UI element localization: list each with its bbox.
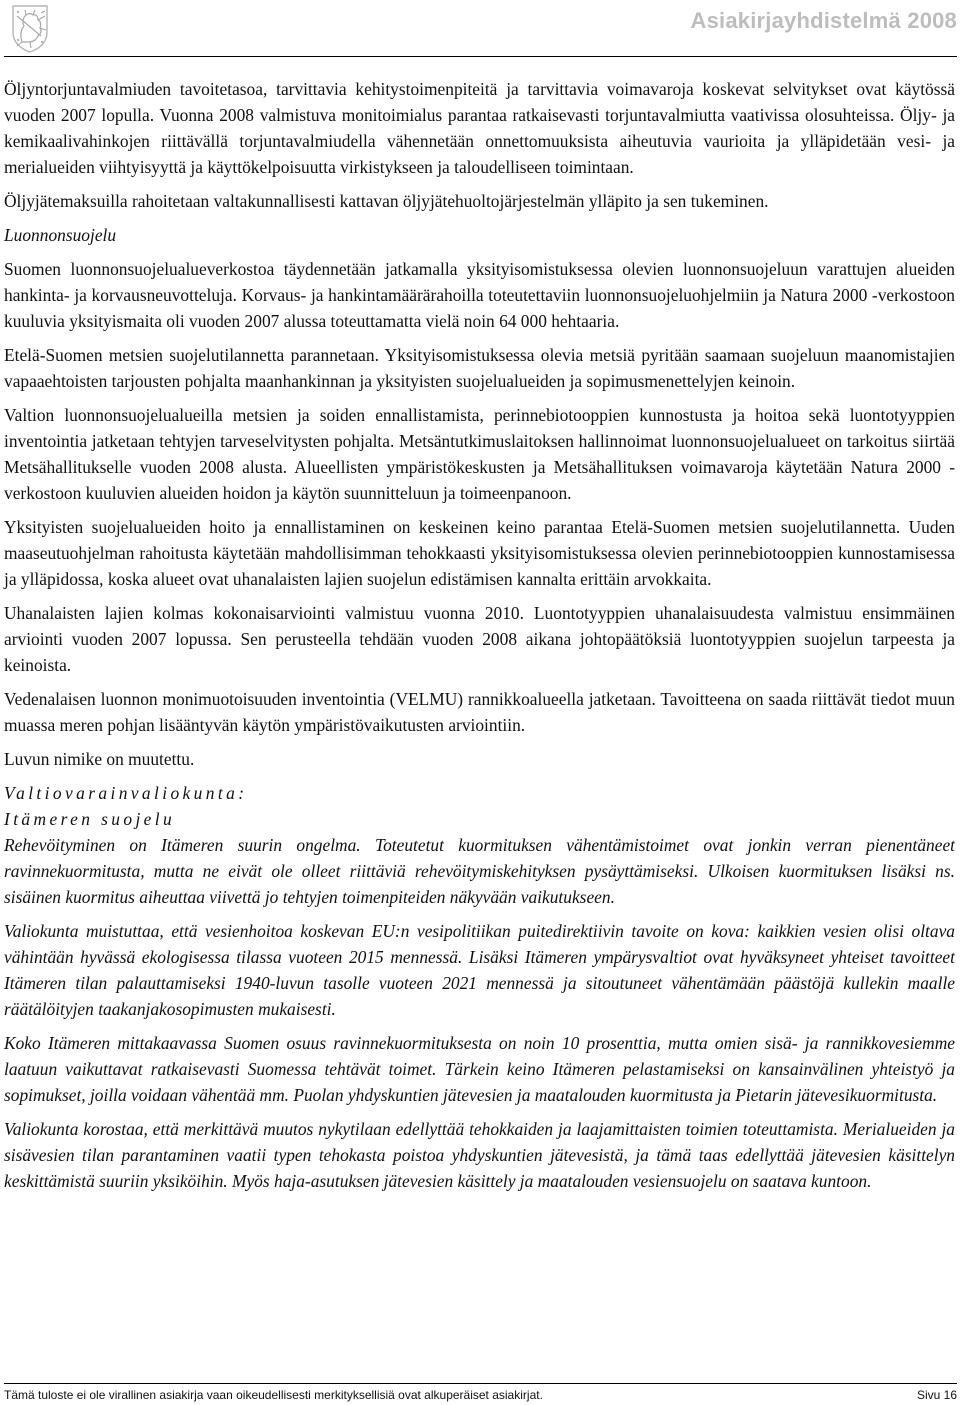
paragraph: Uhanalaisten lajien kolmas kokonaisarviointi valmistuu vuonna 2010. Luontotyyppien uhanalaisuudesta valmistuu ensimmäinen arviointi vuoden 2007 lopussa. Sen perusteella tehdään vuoden 2008 aikana johtopäätöksiä luontotyyppien suojelun tarpeesta ja keinoista. [4, 603, 955, 675]
paragraph: Öljyjätemaksuilla rahoitetaan valtakunnallisesti kattavan öljyjätehuoltojärjestelmän ylläpito ja sen tukeminen. [4, 191, 769, 211]
document-body [4, 76, 955, 1202]
paragraph: Yksityisten suojelualueiden hoito ja ennallistaminen on keskeinen keino parantaa Etelä-Suomen metsien suojelutilannetta. Uuden maaseutuohjelman rahoitusta käytetään mahdollisimman tehokkaasti yksityisomistuksessa olevien perinnebiotooppien kunnostamisessa ja ylläpidossa, koska alueet ovat uhanalaisten lajien suojelun edistämisen kannalta erittäin arvokkaita. [4, 517, 955, 589]
section-heading: Luonnonsuojelu [4, 225, 117, 245]
document-collection-title: Asiakirjayhdistelmä 2008 [690, 8, 957, 33]
page-number: Sivu 16 [916, 1388, 957, 1402]
committee-paragraph: Valiokunta muistuttaa, että vesienhoitoa koskevan EU:n vesipolitiikan puitedirektiivin tavoite on kova: kaikkien vesien olisi oltava vähintään hyvässä ekologisessa tilassa vuoteen 2015 mennessä. Lisäksi Itämeren ympärysvaltiot ovat hyväksyneet yhteiset tavoitteet Itämeren tilan palauttamiseksi 1940-luvun tasolle vuoteen 2021 mennessä ja sitoutuneet vähentämään päästöjä kullekin maalle räätälöityjen taakanjakosopimusten mukaisesti. [4, 921, 955, 1019]
page-footer [4, 1387, 957, 1403]
paragraph: Valtion luonnonsuojelualueilla metsien ja soiden ennallistamista, perinnebiotooppien kunnostusta ja hoitoa sekä luontotyyppien inventointia jatketaan tehtyjen tarveselvitysten pohjalta. Metsäntutkimuslaitoksen hallinnoimat luonnonsuojelualueet on tarkoitus siirtää Metsähallitukselle vuoden 2008 alusta. Alueellisten ympäristökeskusten ja Metsähallituksen voimavaroja käytetään Natura 2000 -verkostoon kuuluvien alueiden hoidon ja käytön suunnitteluun ja toimeenpanoon. [4, 405, 955, 503]
paragraph: Vedenalaisen luonnon monimuotoisuuden inventointia (VELMU) rannikkoalueella jatketaan. Tavoitteena on saada riittävät tiedot muun muassa meren pohjan lisääntyvän käytön ympäristövaikutusten arviointiin. [4, 689, 955, 735]
subsection-heading: Itämeren suojelu [4, 809, 176, 829]
committee-paragraph: Valiokunta korostaa, että merkittävä muutos nykytilaan edellyttää tehokkaiden ja laajamittaisten toimien toteuttamista. Merialueiden ja sisävesien tilan parantaminen vaatii typen tehokasta poistoa yhdyskuntien jätevesistä, ja tämä taas edellyttää jätevesien käsittelyn keskittämistä suuriin yksiköihin. Myös haja-asutuksen jätevesien käsittely ja maatalouden vesiensuojelu on saatava kuntoon. [4, 1119, 955, 1191]
footer-divider [4, 1383, 957, 1384]
footer-disclaimer: Tämä tuloste ei ole virallinen asiakirja vaan oikeudellisesti merkityksellisiä ovat alkuperäiset asiakirjat. [4, 1388, 543, 1402]
paragraph: Öljyntorjuntavalmiuden tavoitetasoa, tarvittavia kehitystoimenpiteitä ja tarvittavia voimavaroja koskevat selvitykset ovat käytössä vuoden 2007 lopulla. Vuonna 2008 valmistuva monitoimialus parantaa ratkaisevasti torjuntavalmiutta vaativissa olosuhteissa. Öljy- ja kemikaalivahinkojen riittävällä torjuntavalmiudella vähennetään onnettomuuksista aiheutuvia vaurioita ja ylläpidetään vesi- ja merialueiden viihtyisyyttä ja käyttökelpoisuutta virkistykseen ja taloudelliseen toimintaan. [4, 79, 955, 177]
committee-paragraph: Rehevöityminen on Itämeren suurin ongelma. Toteutetut kuormituksen vähentämistoimet ovat jonkin verran pienentäneet ravinnekuormitusta, mutta ne eivät ole olleet riittäviä rehevöitymiskehityksen pysäyttämiseksi. Ulkoisen kuormituksen lisäksi ns. sisäinen kuormitus aiheuttaa viivettä jo tehtyjen toimenpiteiden näkyvään vaikutukseen. [4, 835, 955, 907]
paragraph: Suomen luonnonsuojelualueverkostoa täydennetään jatkamalla yksityisomistuksessa olevien luonnonsuojeluun varattujen alueiden hankinta- ja korvausneuvotteluja. Korvaus- ja hankintamäärärahoilla toteutettaviin luonnonsuojeluohjelmiin ja Natura 2000 -verkostoon kuuluvia yksityismaita oli vuoden 2007 alussa toteuttamatta vielä noin 64 000 hehtaaria. [4, 259, 955, 331]
paragraph: Luvun nimike on muutettu. [4, 749, 195, 769]
committee-paragraph: Koko Itämeren mittakaavassa Suomen osuus ravinnekuormituksesta on noin 10 prosenttia, mutta omien sisä- ja rannikkovesiemme laatuun vaikuttavat ratkaisevasti Suomessa tehtävät toimet. Tärkein keino Itämeren pelastamiseksi on kansainvälinen yhteistyö ja sopimukset, joilla voidaan vähentää mm. Puolan yhdyskuntien jätevesien ja maatalouden kuormitusta ja Pietarin jätevesikuormitusta. [4, 1033, 955, 1105]
header-divider [4, 56, 957, 57]
finnish-lion-crest-icon [5, 2, 55, 54]
paragraph: Etelä-Suomen metsien suojelutilannetta parannetaan. Yksityisomistuksessa olevia metsiä pyritään saamaan suojeluun maanomistajien vapaaehtoisten tarjousten pohjalta maanhankinnan ja yksityisten suojelualueiden ja sopimusmenettelyjen keinoin. [4, 345, 955, 391]
committee-heading: Valtiovarainvaliokunta: [4, 783, 248, 803]
